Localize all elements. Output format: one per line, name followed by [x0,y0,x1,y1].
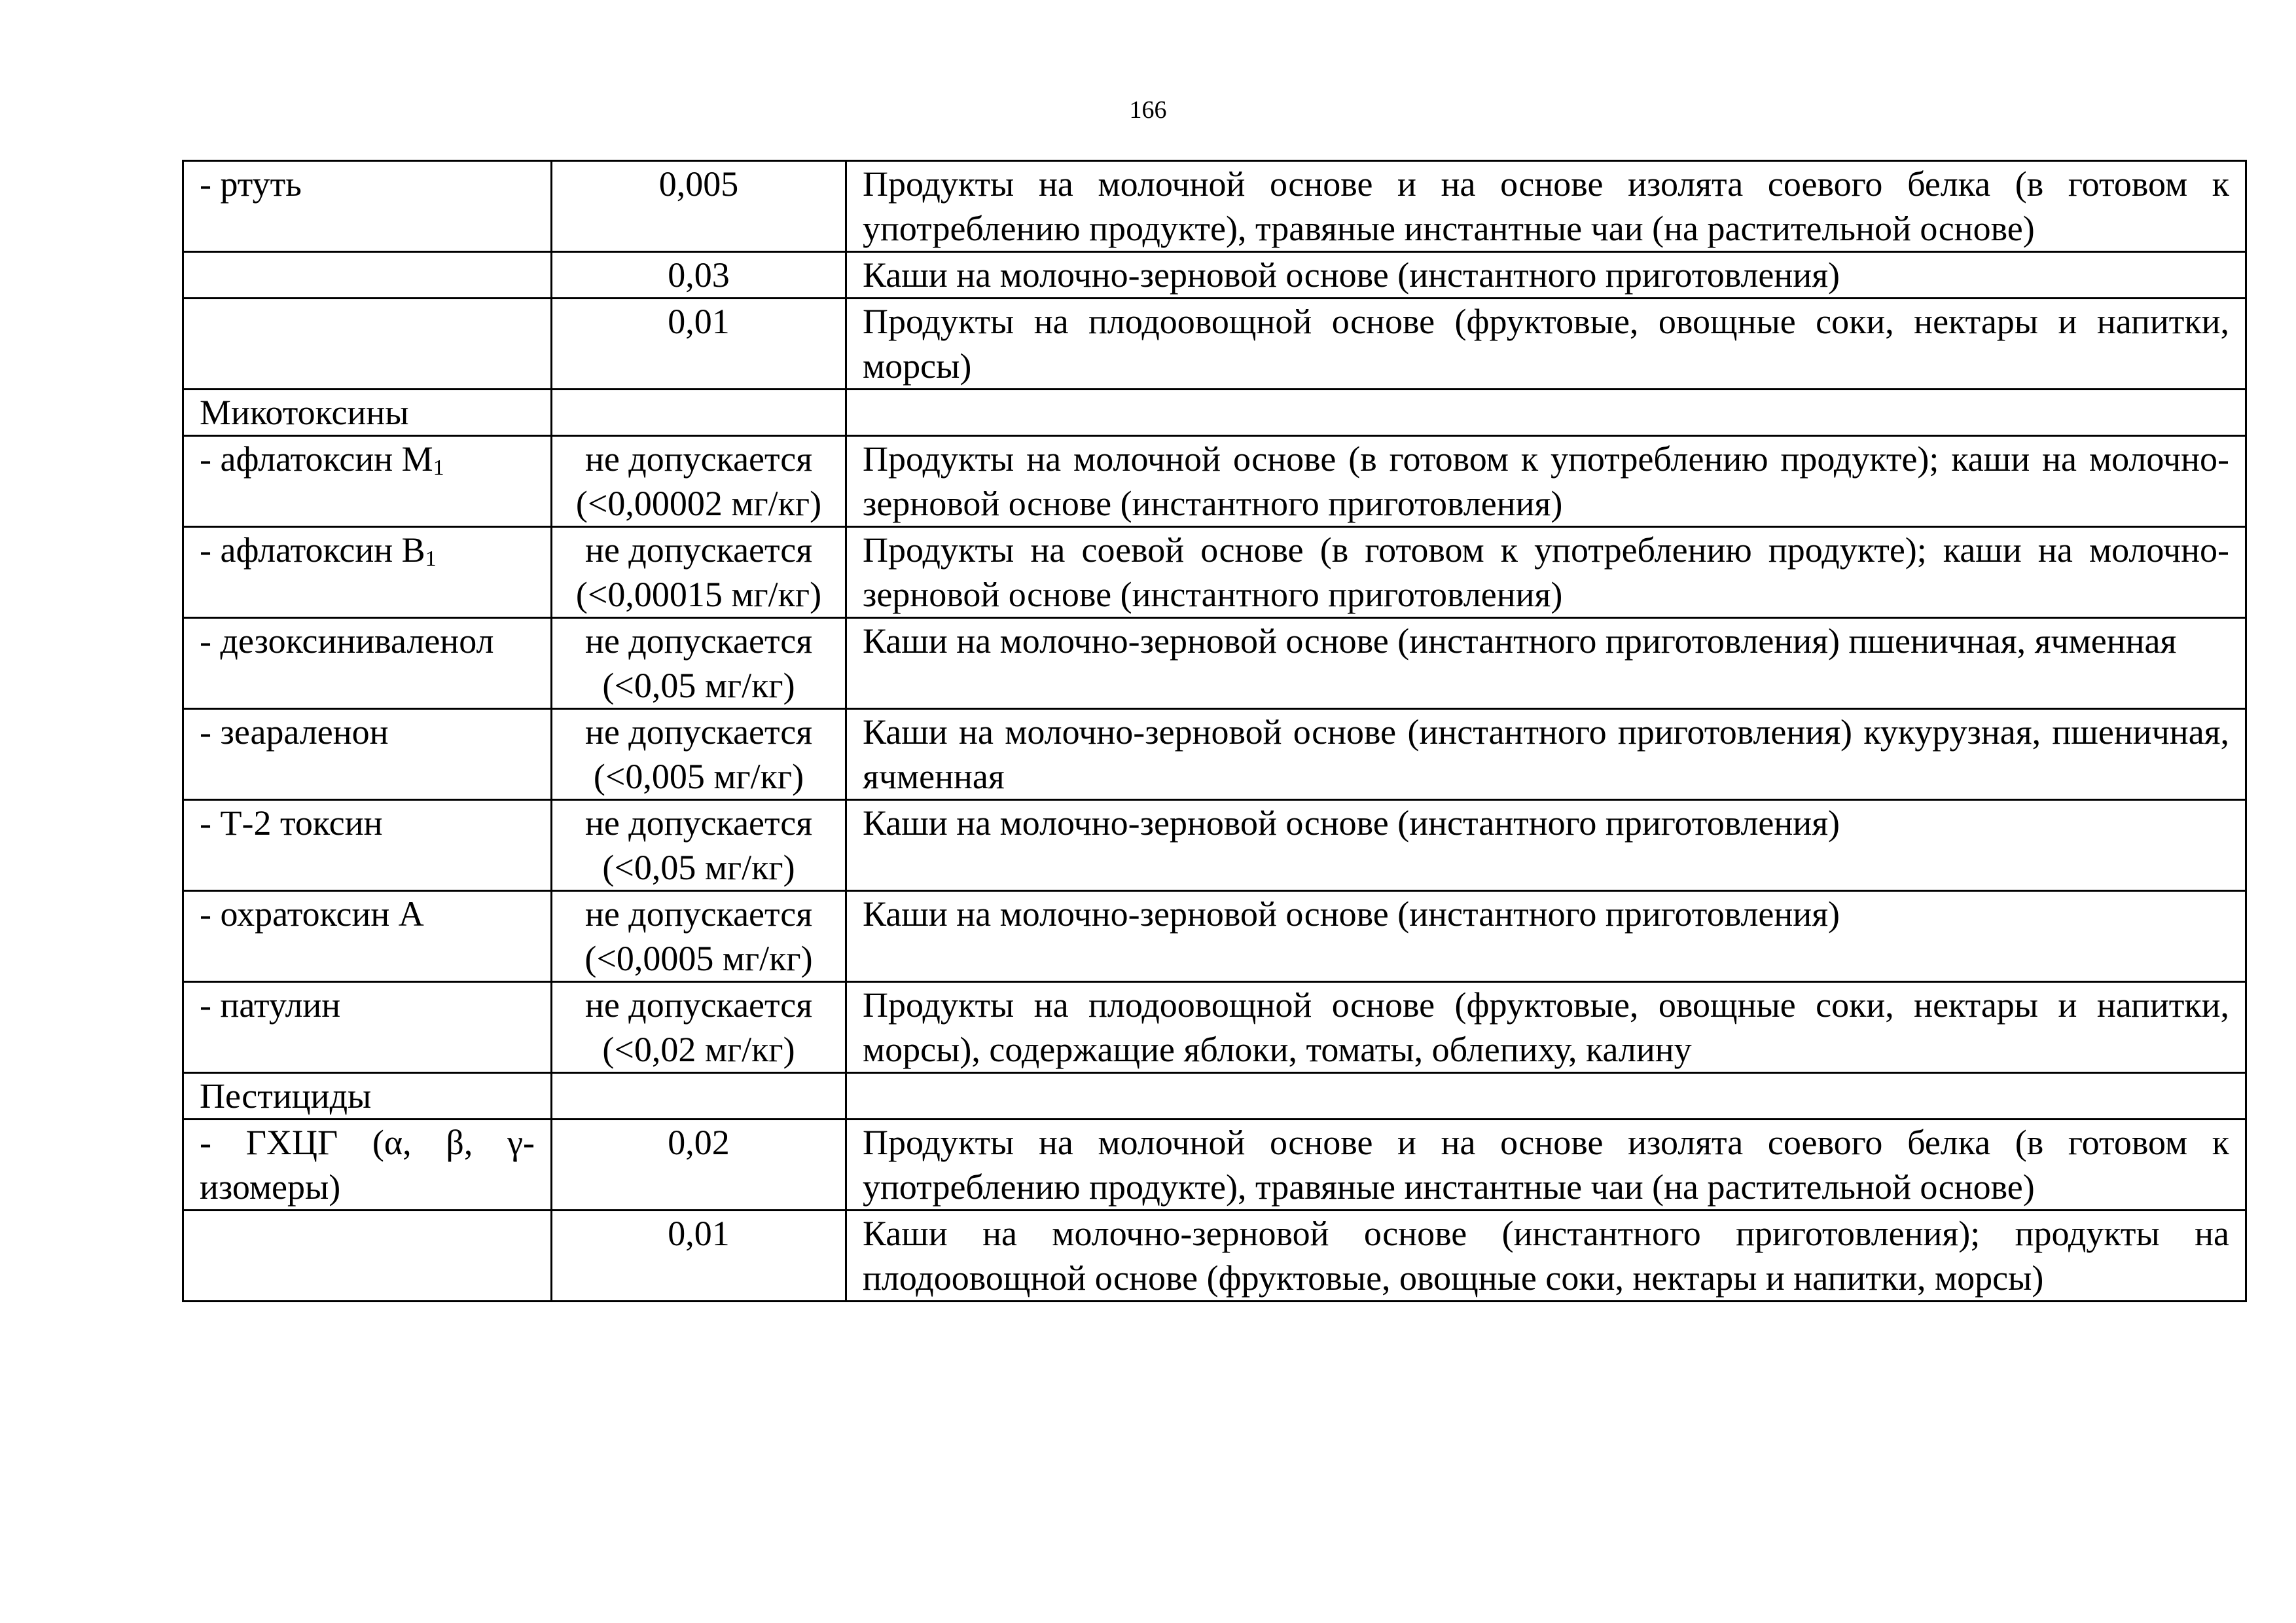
table-row [183,527,2246,618]
product-cell [846,390,2246,436]
product-cell: Каши на молочно-зерновой основе (инстантного приготовления) пшеничная, ячменная [846,618,2246,709]
product-cell: Продукты на плодоовощной основе (фруктовые, овощные соки, нектары и напитки, морсы), содержащие яблоки, томаты, облепиху, калину [846,982,2246,1073]
table-row [183,982,2246,1073]
limit-cell: 0,02 [552,1120,846,1211]
table-row [183,436,2246,527]
indicator-name: - афлатоксин В [200,530,425,570]
indicator-cell: - Т-2 токсин [183,800,552,891]
section-heading: Пестициды [183,1073,552,1120]
table-row [183,252,2246,299]
limit-cell: не допускается (<0,00002 мг/кг) [552,436,846,527]
page-number: 166 [1129,96,1167,124]
product-cell: Продукты на молочной основе и на основе изолята соевого белка (в готовом к употреблению продукте), травяные инстантные чаи (на растительной основе) [846,1120,2246,1211]
contaminants-table [182,160,2247,1302]
indicator-cell [183,1211,552,1302]
table-row [183,299,2246,390]
indicator-cell: - ртуть [183,161,552,252]
indicator-subscript: 1 [433,456,444,480]
product-cell: Каши на молочно-зерновой основе (инстантного приготовления) кукурузная, пшеничная, ячменная [846,709,2246,800]
limit-cell: 0,01 [552,299,846,390]
limit-cell: не допускается (<0,0005 мг/кг) [552,891,846,982]
indicator-cell: - ГХЦГ (α, β, γ-изомеры) [183,1120,552,1211]
limit-cell [552,1073,846,1120]
table-row [183,709,2246,800]
indicator-cell [183,252,552,299]
table-row [183,891,2246,982]
limit-cell: не допускается (<0,05 мг/кг) [552,618,846,709]
product-cell: Продукты на молочной основе (в готовом к употреблению продукте); каши на молочно-зерновой основе (инстантного приготовления) [846,436,2246,527]
indicator-cell [183,527,552,618]
limit-cell: не допускается (<0,05 мг/кг) [552,800,846,891]
product-cell: Продукты на молочной основе и на основе изолята соевого белка (в готовом к употреблению продукте), травяные инстантные чаи (на растительной основе) [846,161,2246,252]
table-row-section [183,1073,2246,1120]
indicator-name: - афлатоксин М [200,439,433,479]
limit-cell [552,390,846,436]
limit-cell: не допускается (<0,005 мг/кг) [552,709,846,800]
product-cell: Каши на молочно-зерновой основе (инстантного приготовления) [846,891,2246,982]
product-cell [846,1073,2246,1120]
table-row [183,1120,2246,1211]
limit-cell: 0,005 [552,161,846,252]
indicator-cell: - патулин [183,982,552,1073]
limit-cell: не допускается (<0,02 мг/кг) [552,982,846,1073]
section-heading: Микотоксины [183,390,552,436]
table-row [183,800,2246,891]
indicator-cell: - дезоксиниваленол [183,618,552,709]
indicator-cell: - зеараленон [183,709,552,800]
product-cell: Каши на молочно-зерновой основе (инстантного приготовления) [846,800,2246,891]
indicator-cell [183,299,552,390]
limit-cell: 0,01 [552,1211,846,1302]
indicator-cell [183,436,552,527]
table-row [183,161,2246,252]
limit-cell: 0,03 [552,252,846,299]
product-cell: Продукты на плодоовощной основе (фруктовые, овощные соки, нектары и напитки, морсы) [846,299,2246,390]
indicator-subscript: 1 [425,547,437,571]
table-row-section [183,390,2246,436]
table-row [183,1211,2246,1302]
product-cell: Каши на молочно-зерновой основе (инстантного приготовления); продукты на плодоовощной основе (фруктовые, овощные соки, нектары и напитки, морсы) [846,1211,2246,1302]
table-row [183,618,2246,709]
indicator-cell: - охратоксин А [183,891,552,982]
product-cell: Продукты на соевой основе (в готовом к употреблению продукте); каши на молочно-зерновой основе (инстантного приготовления) [846,527,2246,618]
product-cell: Каши на молочно-зерновой основе (инстантного приготовления) [846,252,2246,299]
limit-cell: не допускается (<0,00015 мг/кг) [552,527,846,618]
